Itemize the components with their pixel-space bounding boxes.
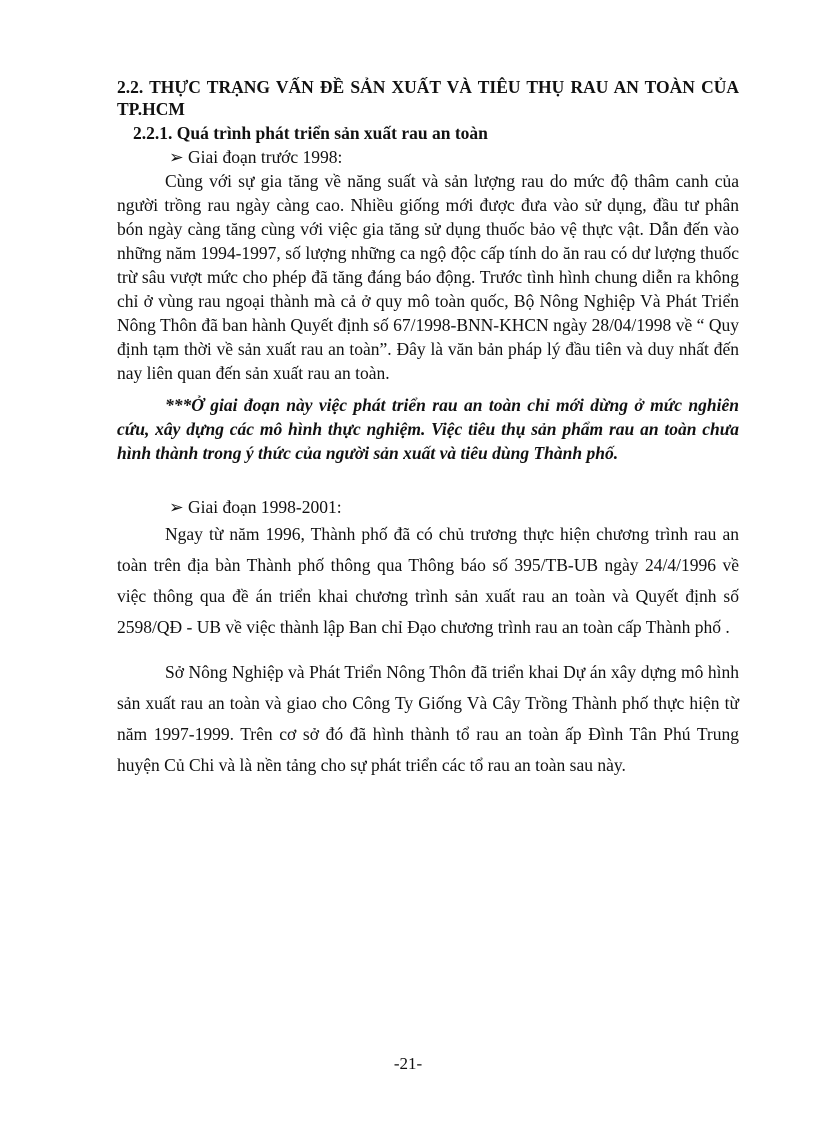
period1-bullet: ➢ Giai đoạn trước 1998:: [169, 147, 343, 167]
page-number: -21-: [393, 1054, 423, 1073]
period2-bullet: ➢ Giai đoạn 1998-2001:: [169, 497, 342, 517]
section-heading: 2.2. THỰC TRẠNG VẤN ĐỀ SẢN XUẤT VÀ TIÊU THỤ RAU AN TOÀN CỦA TP.HCM: [117, 77, 739, 119]
period1-paragraph: Cùng với sự gia tăng về năng suất và sản lượng rau do mức độ thâm canh của người trồng rau ngày càng cao. Nhiều giống mới được đưa vào sử dụng, đầu tư phân bón ngày càng tăng cùng với việc gia tăng sử dụng thuốc bảo vệ thực vật. Dẫn đến vào những năm 1994-1997, số lượng những ca ngộ độc cấp tính do ăn rau có dư lượng thuốc trừ sâu vượt mức cho phép đã tăng đáng báo động. Trước tình hình chung diễn ra không chỉ ở vùng rau ngoại thành mà cả ở quy mô toàn quốc, Bộ Nông Nghiệp Và Phát Triển Nông Thôn đã ban hành Quyết định số 67/1998-BNN-KHCN ngày 28/04/1998 về “ Quy định tạm thời về sản xuất rau an toàn”. Đây là văn bản pháp lý đầu tiên và duy nhất đến nay liên quan đến sản xuất rau an toàn.: [117, 171, 739, 383]
period1-note: ***Ở giai đoạn này việc phát triển rau an toàn chỉ mới dừng ở mức nghiên cứu, xây dựng các mô hình thực nghiệm. Việc tiêu thụ sản phẩm rau an toàn chưa hình thành trong ý thức của người sản xuất và tiêu dùng Thành phố.: [117, 395, 739, 463]
subsection-heading: 2.2.1. Quá trình phát triển sản xuất rau an toàn: [133, 123, 488, 143]
period2-paragraph-1: Ngay từ năm 1996, Thành phố đã có chủ trương thực hiện chương trình rau an toàn trên địa bàn Thành phố thông qua Thông báo số 395/TB-UB ngày 24/4/1996 về việc thông qua đề án triển khai chương trình sản xuất rau an toàn và Quyết định số 2598/QĐ - UB về việc thành lập Ban chỉ Đạo chương trình rau an toàn cấp Thành phố .: [117, 524, 739, 637]
period2-paragraph-2: Sở Nông Nghiệp và Phát Triển Nông Thôn đã triển khai Dự án xây dựng mô hình sản xuất rau an toàn và giao cho Công Ty Giống Và Cây Trồng Thành phố thực hiện từ năm 1997-1999. Trên cơ sở đó đã hình thành tổ rau an toàn ấp Đình Tân Phú Trung huyện Củ Chi và là nền tảng cho sự phát triển các tổ rau an toàn sau này.: [117, 662, 739, 775]
document-page: [117, 76, 739, 781]
